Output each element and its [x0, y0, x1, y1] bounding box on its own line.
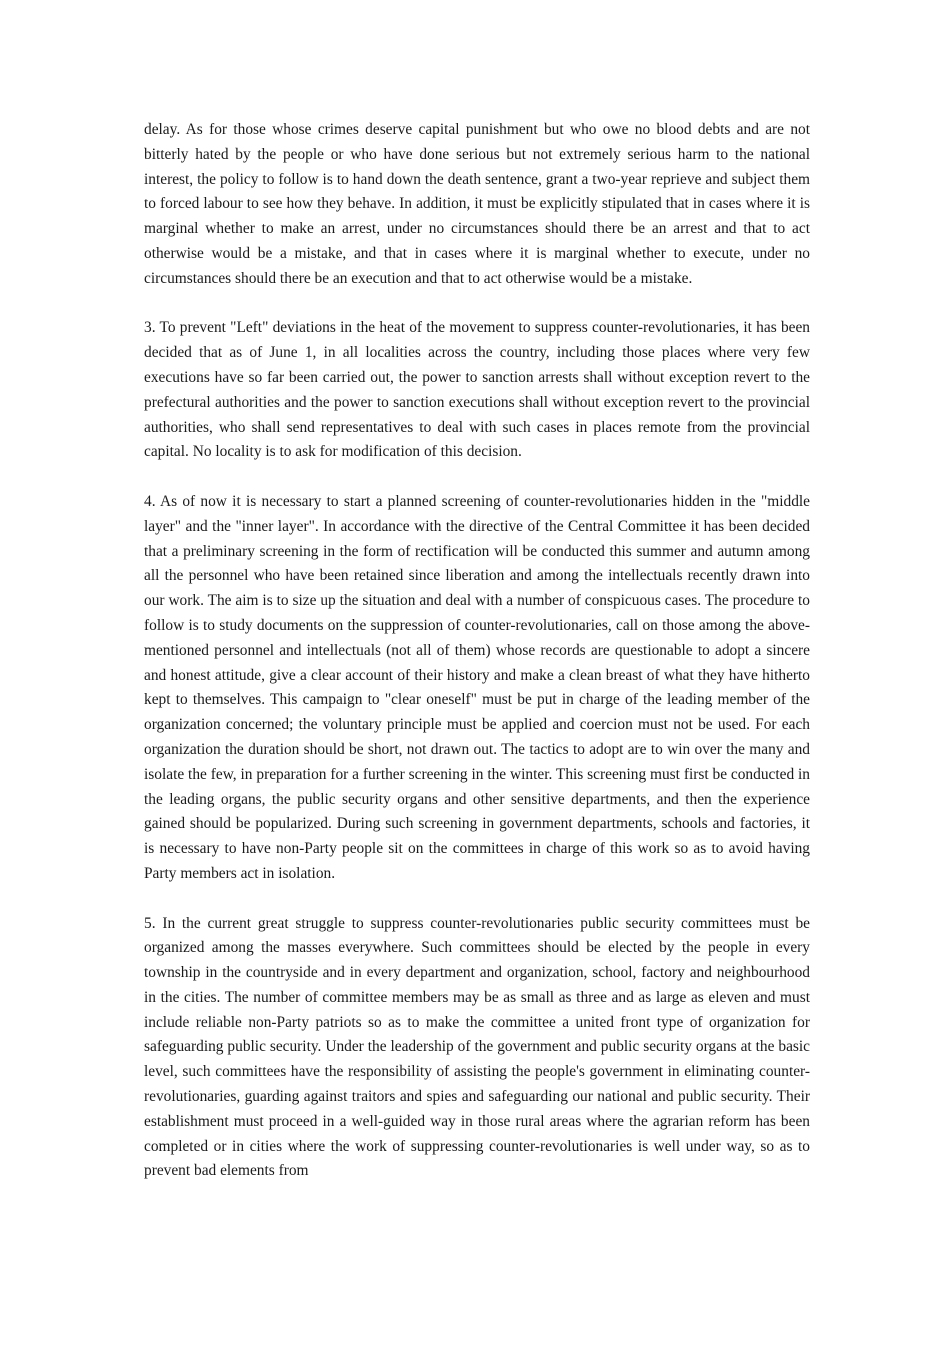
paragraph-3-arrest-authority: 3. To prevent "Left" deviations in the heat of the movement to suppress counter-revolutionaries, it has been decided that as of June 1, in all localities across the country, including those places where very few executions have so far been carried out, the power to sanction arrests shall without exception revert to the prefectural authorities and the power to sanction executions shall without exception revert to the provincial authorities, who shall send representatives to deal with such cases in places remote from the provincial capital. No locality is to ask for modification of this decision.	[144, 319, 810, 461]
paragraph-death-sentence-reprieve: delay. As for those whose crimes deserve capital punishment but who owe no blood debts and are not bitterly hated by the people or who have done serious but not extremely serious harm to the national interest, the policy to follow is to hand down the death sentence, grant a two-year reprieve and subject them to forced labour to see how they behave. In addition, it must be explicitly stipulated that in cases where it is marginal whether to make an arrest, under no circumstances should there be an arrest and that to act otherwise would be a mistake, and that in cases where it is marginal whether to execute, under no circumstances should there be an execution and that to act otherwise would be a mistake.	[144, 121, 810, 287]
paragraph-5-public-security-committees: 5. In the current great struggle to suppress counter-revolutionaries public security committees must be organized among the masses everywhere. Such committees should be elected by the people in every township in the countryside and in every department and organization, school, factory and neighbourhood in the cities. The number of committee members may be as small as three and as large as eleven and must include reliable non-Party patriots so as to make the committee a united front type of organization for safeguarding public security. Under the leadership of the government and public security organs at the basic level, such committees have the responsibility of assisting the people's government in eliminating counter-revolutionaries, guarding against traitors and spies and safeguarding our national and public security. Their establishment must proceed in a well-guided way in those rural areas where the agrarian reform has been completed or in cities where the work of suppressing counter-revolutionaries is well under way, so as to prevent bad elements from	[144, 914, 810, 1180]
document-page	[144, 118, 810, 1184]
paragraph-4-screening: 4. As of now it is necessary to start a planned screening of counter-revolutionaries hidden in the "middle layer" and the "inner layer". In accordance with the directive of the Central Committee it has been decided that a preliminary screening in the form of rectification will be conducted this summer and autumn among all the personnel who have been retained since liberation and among the intellectuals recently drawn into our work. The aim is to size up the situation and deal with a number of conspicuous cases. The procedure to follow is to study documents on the suppression of counter-revolutionaries, call on those among the above-mentioned personnel and intellectuals (not all of them) whose records are questionable to adopt a sincere and honest attitude, give a clear account of their history and make a clean breast of what they have hitherto kept to themselves. This campaign to "clear oneself" must be put in charge of the leading member of the organization concerned; the voluntary principle must be applied and coercion must not be used. For each organization the duration should be short, not drawn out. The tactics to adopt are to win over the many and isolate the few, in preparation for a further screening in the winter. This screening must first be conducted in the leading organs, the public security organs and other sensitive departments, and then the experience gained should be popularized. During such screening in government departments, schools and factories, it is necessary to have non-Party people sit on the committees in charge of this work so as to avoid having Party members act in isolation.	[144, 492, 810, 882]
